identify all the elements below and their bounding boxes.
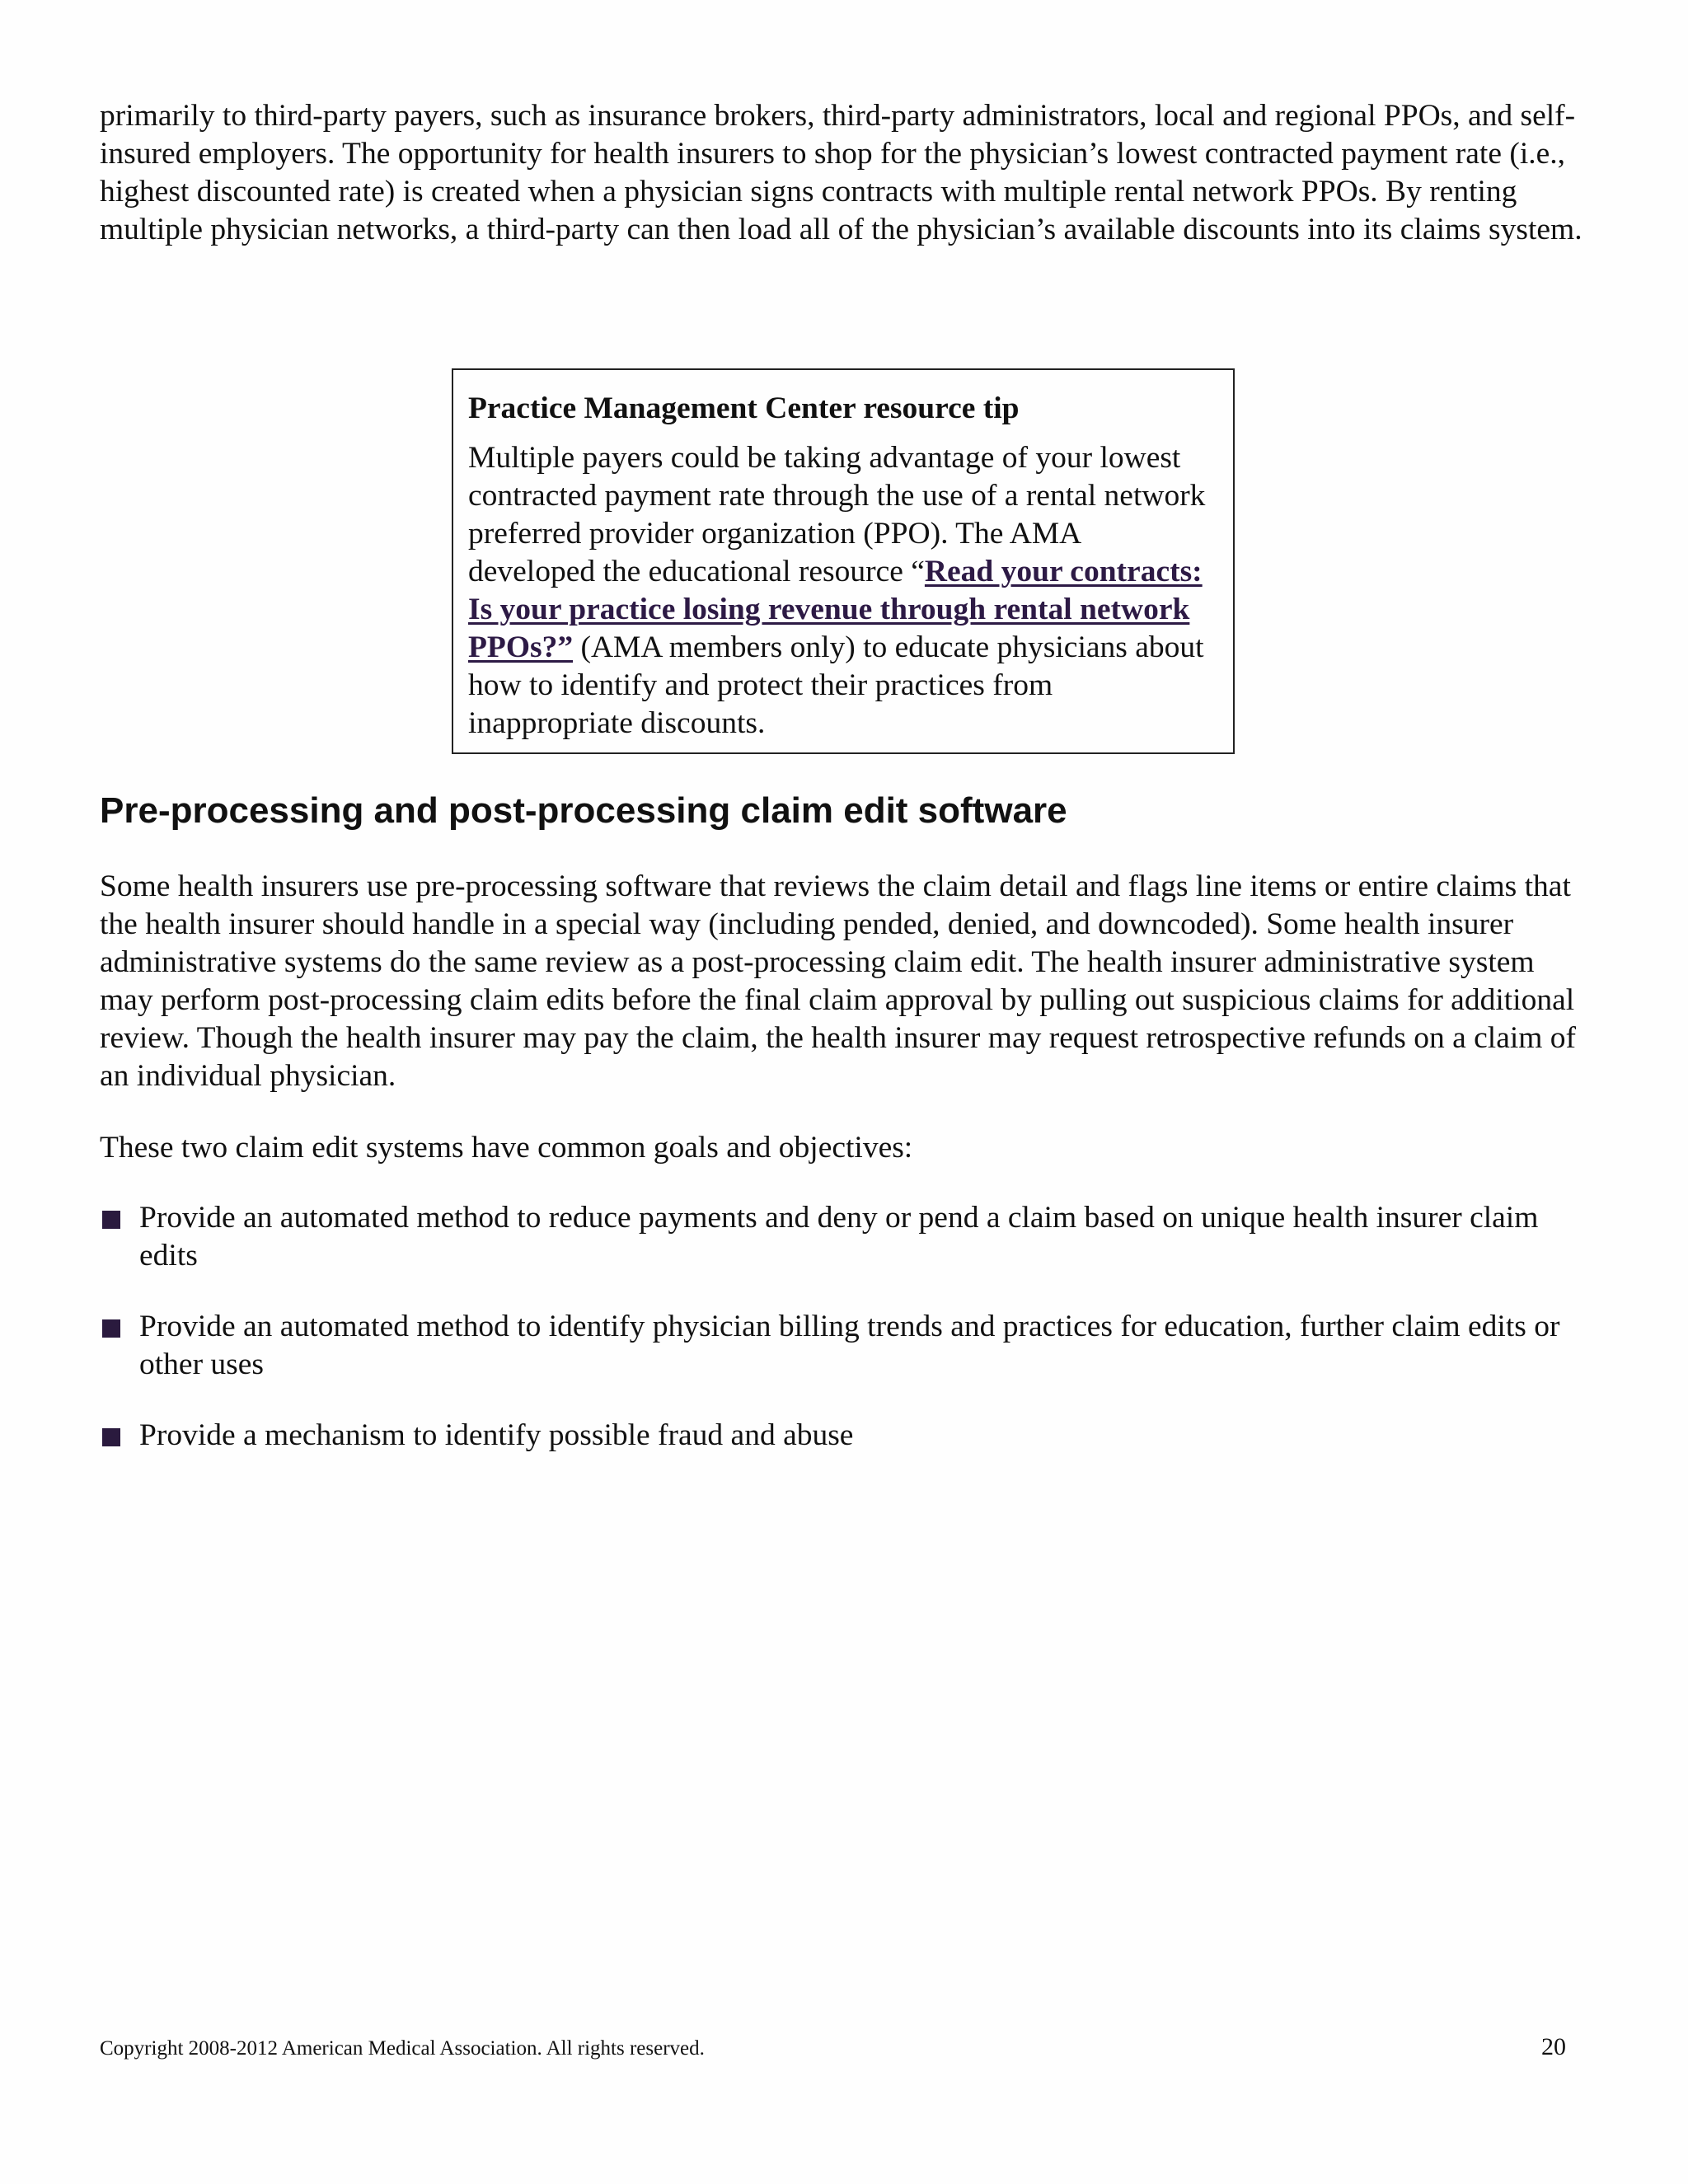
bullet-text: Provide an automated method to identify physician billing trends and practices for education, further claim edits or other uses: [139, 1310, 1560, 1381]
square-bullet-icon: [102, 1211, 120, 1229]
section-heading: Pre-processing and post-processing claim edit software: [100, 790, 1067, 831]
resource-tip-title: Practice Management Center resource tip: [468, 391, 1020, 425]
goals-bullet-list: [100, 1199, 1592, 1488]
page-number: 20: [1541, 2033, 1566, 2060]
square-bullet-icon: [102, 1319, 120, 1338]
bullet-text: Provide a mechanism to identify possible fraud and abuse: [139, 1418, 854, 1452]
footer-copyright: Copyright 2008-2012 American Medical Association. All rights reserved.: [100, 2037, 705, 2060]
resource-tip-text-before-link: Multiple payers could be taking advantage of your lowest contracted payment rate through the use of a rental network preferred provider organization (PPO). The AMA developed the educational resource “: [468, 441, 1206, 588]
section-paragraph-2: These two claim edit systems have common goals and objectives:: [100, 1131, 913, 1165]
list-item: [100, 1308, 1592, 1384]
resource-tip-link[interactable]: Read your contracts: Is your practice losing revenue through rental network PPOs?”: [468, 555, 1203, 664]
resource-tip-box: [452, 368, 1235, 754]
bullet-text: Provide an automated method to reduce payments and deny or pend a claim based on unique health insurer claim edits: [139, 1201, 1539, 1272]
square-bullet-icon: [102, 1428, 120, 1446]
resource-tip-text: [468, 439, 1210, 743]
intro-paragraph: primarily to third-party payers, such as insurance brokers, third-party administrators, local and regional PPOs, and self-insured employers. The opportunity for health insurers to shop for the physician’s lowest contracted payment rate (i.e., highest discounted rate) is created when a physician signs contracts with multiple rental network PPOs. By renting multiple physician networks, a third-party can then load all of the physician’s available discounts into its claims system.: [100, 99, 1582, 246]
list-item: [100, 1417, 1592, 1455]
resource-tip-text-after-link: (AMA members only) to educate physicians about how to identify and protect their practices from inappropriate discounts.: [468, 630, 1204, 740]
section-paragraph-1: Some health insurers use pre-processing software that reviews the claim detail and flags line items or entire claims that the health insurer should handle in a special way (including pended, denied, and downcoded). Some health insurer administrative systems do the same review as a post-processing claim edit. The health insurer administrative system may perform post-processing claim edits before the final claim approval by pulling out suspicious claims for additional review. Though the health insurer may pay the claim, the health insurer may request retrospective refunds on a claim of an individual physician.: [100, 869, 1577, 1093]
list-item: [100, 1199, 1592, 1275]
